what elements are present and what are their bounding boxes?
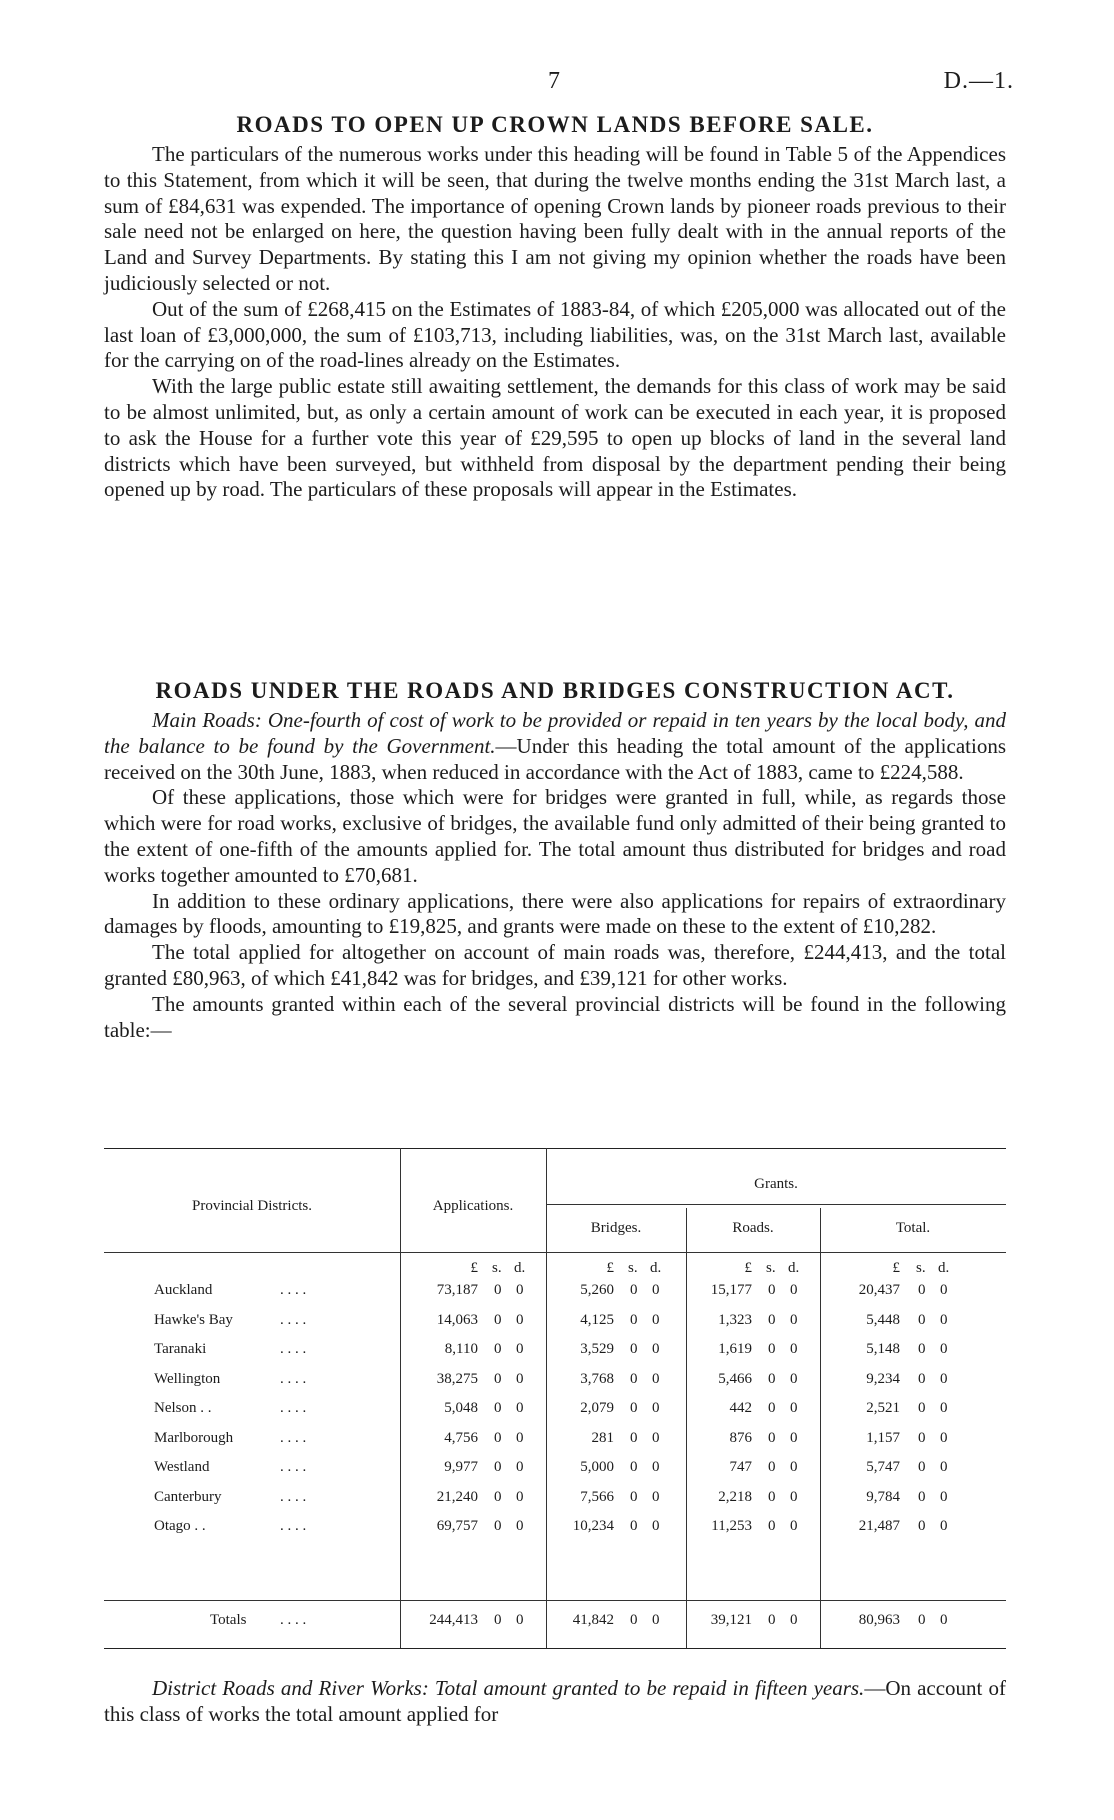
amount-pounds-roads: 2,218 <box>718 1488 752 1505</box>
amount-shillings: 0 <box>630 1612 638 1628</box>
leader-dots: . . . . <box>280 1459 307 1475</box>
paragraph-text: —On account of this class of works the total amount applied for <box>104 1676 1006 1726</box>
amount-pence: 0 <box>652 1311 660 1328</box>
totals-rule <box>104 1600 1006 1601</box>
header-district: Provincial Districts. <box>192 1198 312 1214</box>
unit-pence: d. <box>938 1260 950 1276</box>
amount-pounds-roads: 442 <box>729 1400 752 1416</box>
leader-dots: . . . . <box>280 1429 307 1446</box>
amount-pounds-total: 9,234 <box>866 1370 900 1387</box>
paragraph <box>104 708 1006 785</box>
amount-pounds-applications: 14,063 <box>436 1311 478 1328</box>
amount-pounds-applications: 5,048 <box>444 1400 478 1416</box>
amount-shillings: 0 <box>494 1518 502 1534</box>
district-name: Hawke's Bay <box>154 1311 233 1328</box>
leader-dots: . . . . <box>280 1282 307 1298</box>
amount-pence: 0 <box>940 1429 948 1446</box>
amount-pence: 0 <box>790 1400 798 1416</box>
district-name: Marlborough <box>154 1429 234 1446</box>
amount-pence: 0 <box>516 1518 524 1534</box>
amount-pence: 0 <box>940 1341 948 1357</box>
grants-subheader-rule <box>546 1204 1006 1205</box>
amount-pounds-applications: 69,757 <box>436 1518 478 1534</box>
paragraph <box>104 1676 1006 1728</box>
amount-shillings: 0 <box>630 1488 638 1505</box>
district-name: Otago . . <box>154 1518 206 1534</box>
column-divider <box>820 1208 821 1648</box>
amount-pence: 0 <box>516 1612 524 1628</box>
amount-shillings: 0 <box>918 1488 926 1505</box>
amount-pounds-total: 5,148 <box>866 1341 900 1357</box>
amount-pence: 0 <box>940 1370 948 1387</box>
leader-dots: . . . . <box>280 1518 307 1534</box>
amount-pence: 0 <box>516 1282 524 1298</box>
amount-shillings: 0 <box>768 1370 776 1387</box>
leader-dots: . . . . <box>280 1488 307 1505</box>
amount-shillings: 0 <box>630 1370 638 1387</box>
amount-shillings: 0 <box>918 1429 926 1446</box>
paragraph: The particulars of the numerous works under this heading will be found in Table 5 of the Appendices to this Statement, from which it will be seen, that during the twelve months ending the 31st March last, a sum of £84,631 was expended. The importance of opening Crown lands by pioneer roads previous to their sale need not be enlarged on here, the question having been fully dealt with in the annual reports of the Land and Survey Departments. By stating this I am not giving my opinion whether the roads have been judiciously selected or not. <box>104 142 1006 295</box>
amount-shillings: 0 <box>918 1400 926 1416</box>
amount-pounds-roads: 1,323 <box>718 1311 752 1328</box>
header-bridges: Bridges. <box>590 1220 642 1236</box>
amount-shillings: 0 <box>630 1282 638 1298</box>
district-name: Auckland <box>154 1282 213 1298</box>
amount-shillings: 0 <box>918 1341 926 1357</box>
amount-shillings: 0 <box>630 1341 638 1357</box>
amount-pounds-applications: 73,187 <box>436 1282 478 1298</box>
totals-label: Totals <box>210 1612 247 1628</box>
amount-shillings: 0 <box>494 1341 502 1357</box>
amount-pounds-roads: 747 <box>729 1459 752 1475</box>
amount-pounds-roads: 876 <box>729 1429 752 1446</box>
amount-shillings: 0 <box>768 1459 776 1475</box>
header-grants: Grants. <box>754 1176 798 1192</box>
amount-pence: 0 <box>516 1341 524 1357</box>
amount-shillings: 0 <box>630 1518 638 1534</box>
amount-pence: 0 <box>652 1400 660 1416</box>
amount-shillings: 0 <box>768 1518 776 1534</box>
table-bottom-rule <box>104 1648 1006 1649</box>
section-heading: ROADS UNDER THE ROADS AND BRIDGES CONSTRUCTION ACT. <box>155 678 955 703</box>
amount-pence: 0 <box>652 1612 660 1628</box>
amount-shillings: 0 <box>494 1400 502 1416</box>
section-crown-lands <box>104 110 1006 503</box>
amount-pounds-bridges: 3,768 <box>580 1370 614 1387</box>
column-divider <box>400 1148 401 1648</box>
amount-pounds-bridges: 10,234 <box>572 1518 614 1534</box>
section-heading: ROADS TO OPEN UP CROWN LANDS BEFORE SALE. <box>236 112 874 137</box>
amount-shillings: 0 <box>768 1341 776 1357</box>
amount-pence: 0 <box>790 1282 798 1298</box>
district-name: Canterbury <box>154 1488 222 1505</box>
document-reference: D.—1. <box>943 68 1014 94</box>
amount-shillings: 0 <box>494 1282 502 1298</box>
amount-pence: 0 <box>790 1459 798 1475</box>
amount-pence: 0 <box>652 1341 660 1357</box>
amount-shillings: 0 <box>494 1488 502 1505</box>
amount-pounds-roads: 5,466 <box>718 1370 752 1387</box>
amount-pounds-roads: 39,121 <box>710 1612 752 1628</box>
amount-pounds-total: 21,487 <box>858 1518 900 1534</box>
amount-pounds-total: 9,784 <box>866 1488 900 1505</box>
amount-pence: 0 <box>790 1311 798 1328</box>
amount-pounds-applications: 9,977 <box>444 1459 478 1475</box>
italic-lead: Main Roads: One-fourth of cost of work to be provided or repaid in ten years by the local body, and the balance to be found by the Government. <box>104 708 1006 758</box>
district-name: Nelson . . <box>154 1400 212 1416</box>
amount-shillings: 0 <box>494 1370 502 1387</box>
amount-pence: 0 <box>652 1488 660 1505</box>
header-roads: Roads. <box>732 1220 774 1236</box>
amount-shillings: 0 <box>918 1518 926 1534</box>
amount-pence: 0 <box>940 1311 948 1328</box>
unit-pounds: £ <box>744 1260 752 1276</box>
district-name: Wellington <box>154 1370 221 1387</box>
unit-shillings: s. <box>628 1260 638 1276</box>
unit-pence: d. <box>788 1260 800 1276</box>
amount-pence: 0 <box>940 1282 948 1298</box>
unit-shillings: s. <box>492 1260 502 1276</box>
amount-shillings: 0 <box>494 1429 502 1446</box>
amount-pence: 0 <box>790 1370 798 1387</box>
amount-pounds-total: 1,157 <box>866 1429 900 1446</box>
unit-shillings: s. <box>916 1260 926 1276</box>
amount-shillings: 0 <box>918 1612 926 1628</box>
amount-pounds-applications: 8,110 <box>444 1341 478 1357</box>
amount-pence: 0 <box>790 1518 798 1534</box>
amount-shillings: 0 <box>630 1311 638 1328</box>
amount-pence: 0 <box>516 1311 524 1328</box>
amount-pounds-roads: 1,619 <box>718 1341 752 1357</box>
paragraph: Of these applications, those which were for bridges were granted in full, while, as regards those which were for road works, exclusive of bridges, the available fund only admitted of their being granted to the extent of one-fifth of the amounts applied for. The total amount thus distributed for bridges and road works together amounted to £70,681. <box>104 785 1006 887</box>
unit-pence: d. <box>514 1260 526 1276</box>
amount-pounds-total: 80,963 <box>858 1612 900 1628</box>
amount-shillings: 0 <box>768 1282 776 1298</box>
amount-pounds-total: 5,747 <box>866 1459 900 1475</box>
section-district-roads <box>104 1676 1006 1728</box>
page-number: 7 <box>548 68 560 94</box>
amount-pence: 0 <box>940 1518 948 1534</box>
paragraph: Out of the sum of £268,415 on the Estimates of 1883-84, of which £205,000 was allocated out of the last loan of £3,000,000, the sum of £103,713, including liabilities, was, on the 31st March last, available for the carrying on of the road-lines already on the Estimates. <box>104 296 1006 373</box>
amount-shillings: 0 <box>768 1400 776 1416</box>
amount-pounds-bridges: 281 <box>591 1429 614 1446</box>
district-name: Taranaki <box>154 1341 207 1357</box>
amount-pence: 0 <box>940 1459 948 1475</box>
leader-dots: . . . . <box>280 1400 307 1416</box>
amount-pence: 0 <box>516 1488 524 1505</box>
unit-pounds: £ <box>470 1260 478 1276</box>
header-total: Total. <box>895 1220 931 1236</box>
amount-shillings: 0 <box>630 1459 638 1475</box>
amount-shillings: 0 <box>630 1429 638 1446</box>
italic-lead: District Roads and River Works: Total amount granted to be repaid in fifteen years. <box>152 1676 865 1700</box>
amount-pence: 0 <box>940 1612 948 1628</box>
table-top-rule <box>104 1148 1006 1149</box>
amount-pounds-bridges: 4,125 <box>580 1311 614 1328</box>
amount-pence: 0 <box>652 1429 660 1446</box>
amount-pounds-bridges: 7,566 <box>580 1488 614 1505</box>
amount-shillings: 0 <box>768 1612 776 1628</box>
unit-pounds: £ <box>606 1260 614 1276</box>
column-divider <box>686 1208 687 1648</box>
amount-pence: 0 <box>652 1282 660 1298</box>
amount-shillings: 0 <box>768 1488 776 1505</box>
amount-pounds-bridges: 2,079 <box>580 1400 614 1416</box>
amount-pounds-applications: 38,275 <box>436 1370 478 1387</box>
amount-pounds-total: 20,437 <box>858 1282 900 1298</box>
amount-shillings: 0 <box>918 1282 926 1298</box>
grants-table <box>104 1148 1006 1650</box>
amount-pounds-total: 5,448 <box>866 1311 900 1328</box>
header-rule <box>104 1252 1006 1253</box>
leader-dots: . . . . <box>280 1311 307 1328</box>
leader-dots: . . . . <box>280 1612 307 1628</box>
amount-pence: 0 <box>652 1518 660 1534</box>
amount-pence: 0 <box>652 1459 660 1475</box>
unit-pence: d. <box>650 1260 662 1276</box>
unit-pounds: £ <box>892 1260 900 1276</box>
amount-shillings: 0 <box>494 1311 502 1328</box>
paragraph: With the large public estate still awaiting settlement, the demands for this class of work may be said to be almost unlimited, but, as only a certain amount of work can be executed in each year, it is proposed to ask the House for a further vote this year of £29,595 to open up blocks of land in the several land districts which have been surveyed, but withheld from disposal by the department pending their being opened up by road. The particulars of these proposals will appear in the Estimates. <box>104 374 1006 502</box>
leader-dots: . . . . <box>280 1370 307 1387</box>
amount-pounds-applications: 244,413 <box>429 1612 478 1628</box>
paragraph: The amounts granted within each of the several provincial districts will be found in the following table:— <box>104 991 1006 1042</box>
amount-pence: 0 <box>790 1612 798 1628</box>
amount-pence: 0 <box>652 1370 660 1387</box>
amount-pounds-roads: 11,253 <box>711 1518 752 1534</box>
unit-shillings: s. <box>766 1260 776 1276</box>
amount-pounds-bridges: 3,529 <box>580 1341 614 1357</box>
amount-pence: 0 <box>516 1400 524 1416</box>
amount-shillings: 0 <box>768 1429 776 1446</box>
amount-pounds-bridges: 5,260 <box>580 1282 614 1298</box>
amount-pence: 0 <box>790 1341 798 1357</box>
paragraph: In addition to these ordinary applications, there were also applications for repairs of extraordinary damages by floods, amounting to £19,825, and grants were made on these to the extent of £10,282. <box>104 888 1006 939</box>
amount-pence: 0 <box>790 1488 798 1505</box>
amount-pounds-bridges: 5,000 <box>580 1459 614 1475</box>
amount-shillings: 0 <box>768 1311 776 1328</box>
leader-dots: . . . . <box>280 1341 307 1357</box>
amount-shillings: 0 <box>918 1311 926 1328</box>
amount-pounds-applications: 21,240 <box>436 1488 478 1505</box>
amount-shillings: 0 <box>494 1459 502 1475</box>
amount-pence: 0 <box>516 1370 524 1387</box>
amount-pounds-roads: 15,177 <box>710 1282 752 1298</box>
section-roads-bridges <box>104 676 1006 1043</box>
amount-pence: 0 <box>516 1429 524 1446</box>
amount-pence: 0 <box>790 1429 798 1446</box>
amount-shillings: 0 <box>494 1612 502 1628</box>
paragraph-text: —Under this heading the total amount of the applications received on the 30th June, 1883, when reduced in accordance with the Act of 1883, came to £224,588. <box>104 733 1006 784</box>
amount-pence: 0 <box>516 1459 524 1475</box>
district-name: Westland <box>154 1459 210 1475</box>
amount-shillings: 0 <box>918 1459 926 1475</box>
amount-shillings: 0 <box>918 1370 926 1387</box>
amount-pounds-bridges: 41,842 <box>572 1612 614 1628</box>
amount-shillings: 0 <box>630 1400 638 1416</box>
header-applications: Applications. <box>432 1198 514 1214</box>
amount-pounds-applications: 4,756 <box>444 1429 478 1446</box>
amount-pence: 0 <box>940 1488 948 1505</box>
amount-pence: 0 <box>940 1400 948 1416</box>
amount-pounds-total: 2,521 <box>866 1400 900 1416</box>
paragraph: The total applied for altogether on account of main roads was, therefore, £244,413, and the total granted £80,963, of which £41,842 was for bridges, and £39,121 for other works. <box>104 940 1006 990</box>
